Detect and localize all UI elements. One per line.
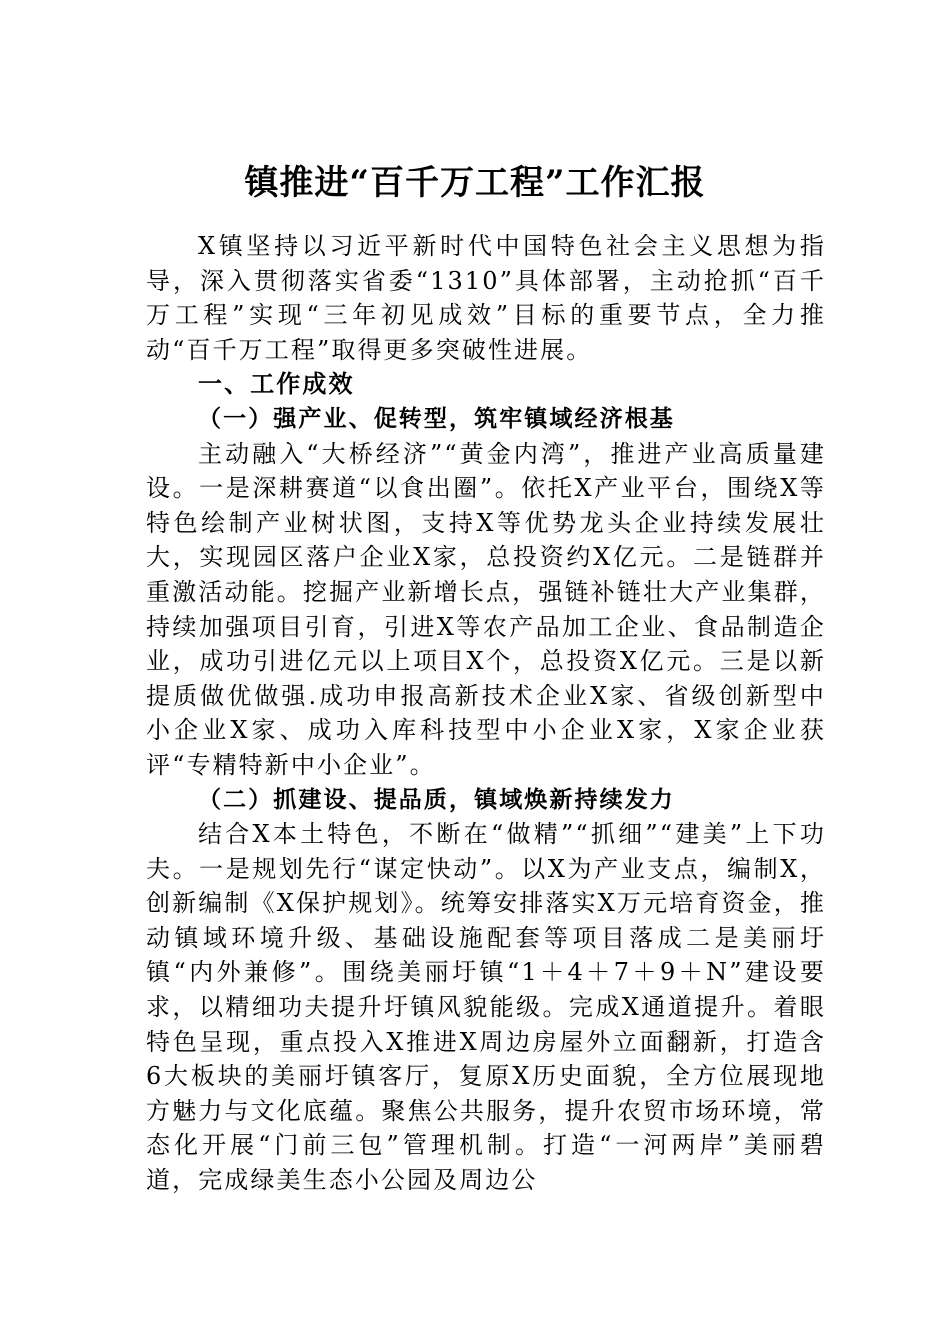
document-title: 镇推进“百千万工程”工作汇报 bbox=[244, 163, 706, 203]
intro-paragraph: X镇坚持以习近平新时代中国特色社会主义思想为指导，深入贯彻落实省委“1310”具体部署，主动抢抓“百千万工程”实现“三年初见成效”目标的重要节点，全力推动“百千万工程”取得更多突破性进展。 bbox=[146, 232, 826, 364]
industry-paragraph: 主动融入“大桥经济”“黄金内湾”，推进产业高质量建设。一是深耕赛道“以食出圈”。依托X产业平台，围绕X等特色绘制产业树状图，支持X等优势龙头企业持续发展壮大，实现园区落户企业X家，总投资约X亿元。二是链群并重激活动能。挖掘产业新增长点，强链补链壮大产业集群，持续加强项目引育，引进X等农产品加工企业、食品制造企业，成功引进亿元以上项目X个，总投资X亿元。三是以新提质做优做强.成功申报高新技术企业X家、省级创新型中小企业X家、成功入库科技型中小企业X家，X家企业获评“专精特新中小企业”。 bbox=[146, 439, 826, 779]
construction-paragraph: 结合X本土特色，不断在“做精”“抓细”“建美”上下功夫。一是规划先行“谋定快动”。以X为产业支点，编制X，创新编制《X保护规划》。统筹安排落实X万元培育资金，推动镇域环境升级、基础设施配套等项目落成二是美丽圩镇“内外兼修”。围绕美丽圩镇“1＋4＋7＋9＋N”建设要求，以精细功夫提升圩镇风貌能级。完成X通道提升。着眼特色呈现，重点投入X推进X周边房屋外立面翻新，打造含6大板块的美丽圩镇客厅，复原X历史面貌，全方位展现地方魅力与文化底蕴。聚焦公共服务，提升农贸市场环境，常态化开展“门前三包”管理机制。打造“一河两岸”美丽碧道，完成绿美生态小公园及周边公 bbox=[146, 820, 826, 1195]
section-heading-achievements: 一、工作成效 bbox=[198, 369, 355, 399]
subsection-heading-industry: （一）强产业、促转型，筑牢镇域经济根基 bbox=[198, 404, 675, 432]
subsection-heading-construction: （二）抓建设、提品质，镇域焕新持续发力 bbox=[198, 785, 675, 813]
document-body bbox=[146, 229, 826, 1198]
